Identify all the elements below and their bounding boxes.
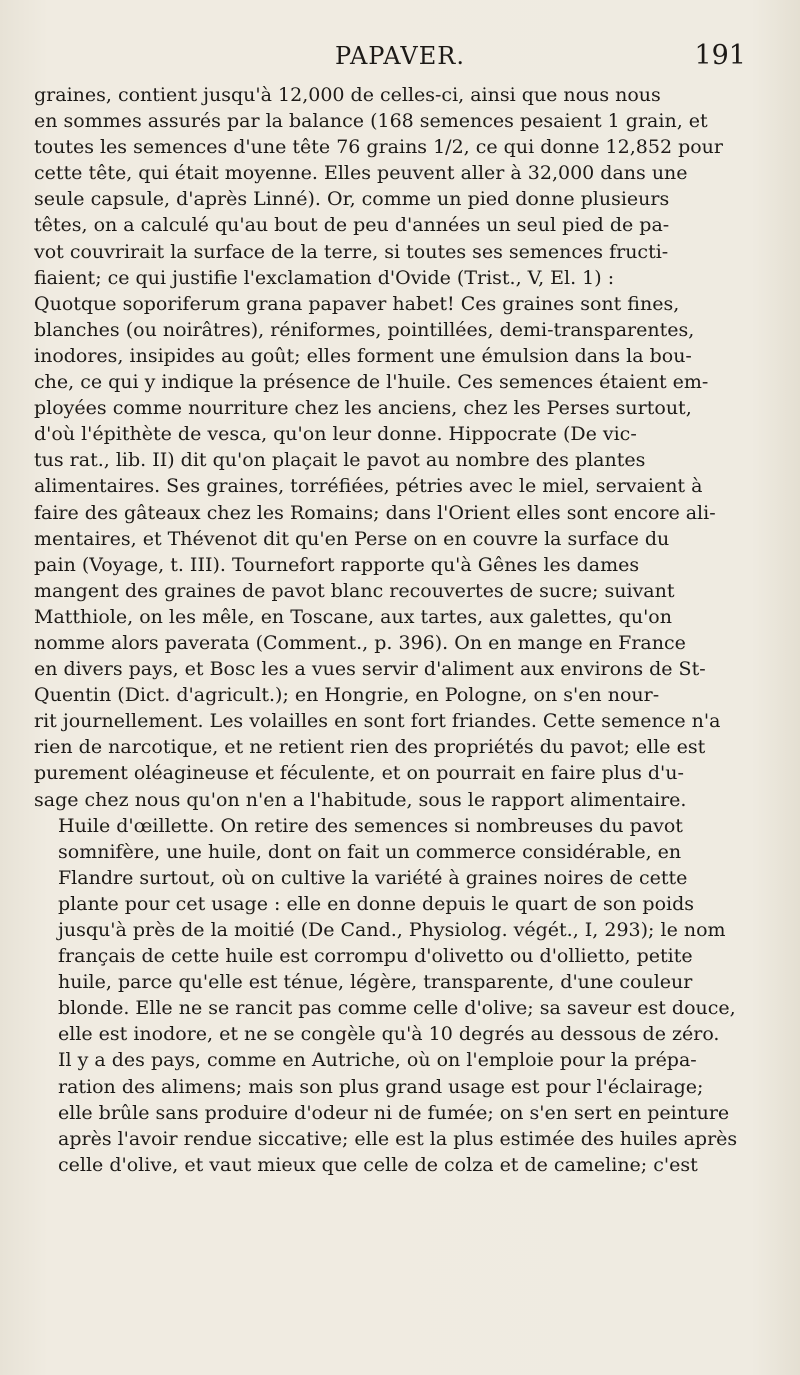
text-line: graines, contient jusqu'à 12,000 de celles-ci, ainsi que nous nous — [34, 84, 661, 106]
text-line: fiaient; ce qui justifie l'exclamation d'Ovide (Trist., V, El. 1) : — [34, 266, 615, 289]
text-line: blanches (ou noirâtres), réniformes, pointillées, demi-transparentes, — [34, 318, 695, 341]
text-line: rit journellement. Les volailles en sont fort friandes. Cette semence n'a — [34, 710, 721, 733]
text-line: d'où l'épithète de vesca, qu'on leur donne. Hippocrate (De vic- — [34, 423, 637, 446]
text-line: nomme alors paverata (Comment., p. 396). On en mange en France — [34, 631, 686, 654]
text-line: inodores, insipides au goût; elles forment une émulsion dans la bou- — [34, 344, 692, 367]
text-line: jusqu'à près de la moitié (De Cand., Physiolog. végét., I, 293); le nom — [58, 919, 726, 941]
text-line: Quentin (Dict. d'agricult.); en Hongrie, en Pologne, on s'en nour- — [34, 684, 660, 707]
text-line: Flandre surtout, où on cultive la variété à graines noires de cette — [58, 866, 688, 889]
text-line: faire des gâteaux chez les Romains; dans l'Orient elles sont encore ali- — [34, 501, 716, 524]
text-line: plante pour cet usage : elle en donne depuis le quart de son poids — [58, 892, 695, 915]
text-line: têtes, on a calculé qu'au bout de peu d'années un seul pied de pa- — [34, 214, 670, 237]
running-title: PAPAVER. — [335, 42, 465, 70]
text-line: mangent des graines de pavot blanc recouvertes de sucre; suivant — [34, 579, 675, 602]
text-line: vot couvrirait la surface de la terre, si toutes ses semences fructi- — [34, 240, 669, 263]
paragraph-seeds — [34, 82, 766, 813]
text-line: en sommes assurés par la balance (168 semences pesaient 1 grain, et — [34, 110, 708, 133]
text-line: blonde. Elle ne se rancit pas comme celle d'olive; sa saveur est douce, — [58, 997, 736, 1020]
text-line: elle est inodore, et ne se congèle qu'à 10 degrés au dessous de zéro. — [58, 1023, 720, 1046]
text-line: huile, parce qu'elle est ténue, légère, transparente, d'une couleur — [58, 971, 693, 994]
text-line: après l'avoir rendue siccative; elle est la plus estimée des huiles après — [58, 1127, 738, 1150]
text-line: rien de narcotique, et ne retient rien des propriétés du pavot; elle est — [34, 736, 706, 759]
text-line: français de cette huile est corrompu d'olivetto ou d'ollietto, petite — [58, 945, 693, 968]
text-line: purement oléagineuse et féculente, et on pourrait en faire plus d'u- — [34, 762, 684, 785]
text-line: tus rat., lib. II) dit qu'on plaçait le pavot au nombre des plantes — [34, 449, 646, 472]
paragraph-oil — [34, 813, 766, 1178]
text-line: Matthiole, on les mêle, en Toscane, aux tartes, aux galettes, qu'on — [34, 605, 672, 628]
text-line: alimentaires. Ses graines, torréfiées, pétries avec le miel, servaient à — [34, 475, 703, 498]
text-line: celle d'olive, et vaut mieux que celle de colza et de cameline; c'est — [58, 1153, 698, 1176]
text-line: sage chez nous qu'on n'en a l'habitude, sous le rapport alimentaire. — [34, 788, 687, 811]
text-line: en divers pays, et Bosc les a vues servir d'aliment aux environs de St- — [34, 658, 706, 681]
text-line: ration des alimens; mais son plus grand usage est pour l'éclairage; — [58, 1075, 704, 1098]
text-line: somnifère, une huile, dont on fait un commerce considérable, en — [58, 840, 682, 863]
page-header — [34, 34, 766, 80]
text-line: Il y a des pays, comme en Autriche, où on l'emploie pour la prépa- — [58, 1049, 697, 1072]
text-line: elle brûle sans produire d'odeur ni de fumée; on s'en sert en peinture — [58, 1101, 730, 1124]
text-line: Quotque soporiferum grana papaver habet! Ces graines sont fines, — [34, 292, 680, 315]
page-number: 191 — [694, 40, 746, 71]
text-line: seule capsule, d'après Linné). Or, comme un pied donne plusieurs — [34, 188, 670, 211]
body-text — [34, 82, 766, 1178]
text-line: Huile d'œillette. On retire des semences si nombreuses du pavot — [58, 814, 683, 837]
text-line: mentaires, et Thévenot dit qu'en Perse on en couvre la surface du — [34, 527, 670, 550]
text-line: che, ce qui y indique la présence de l'huile. Ces semences étaient em- — [34, 371, 709, 394]
text-line: toutes les semences d'une tête 76 grains 1/2, ce qui donne 12,852 pour — [34, 136, 723, 159]
text-line: cette tête, qui était moyenne. Elles peuvent aller à 32,000 dans une — [34, 162, 688, 185]
text-line: ployées comme nourriture chez les anciens, chez les Perses surtout, — [34, 397, 692, 420]
text-line: pain (Voyage, t. III). Tournefort rapporte qu'à Gênes les dames — [34, 553, 640, 576]
